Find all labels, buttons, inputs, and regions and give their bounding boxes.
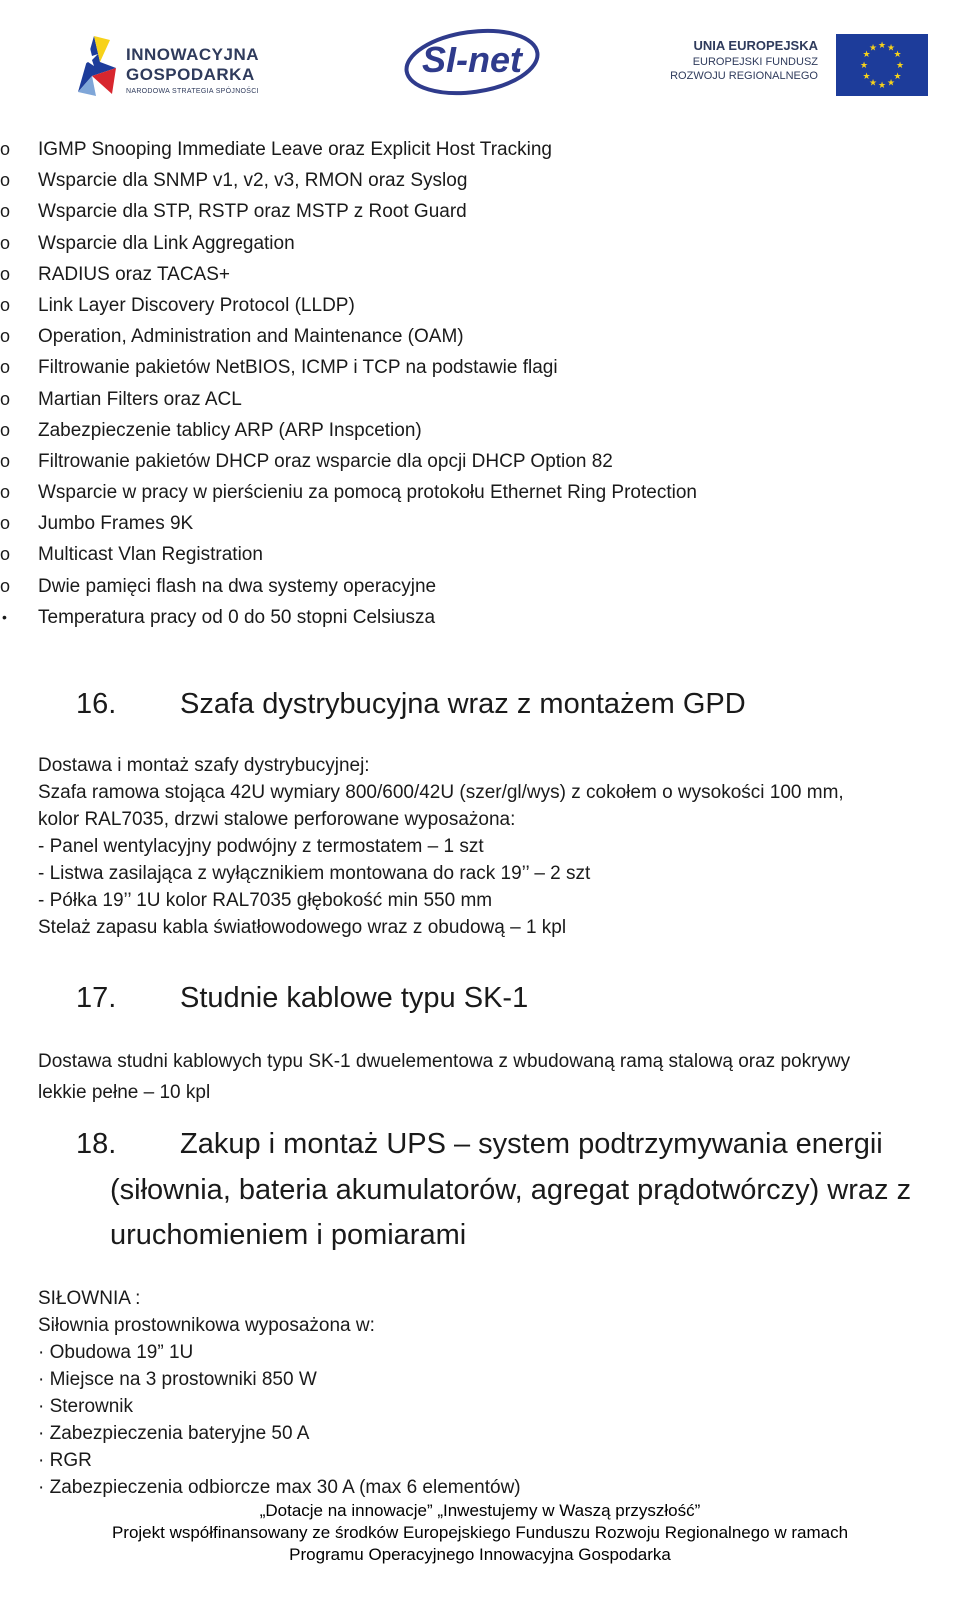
paragraph-line: lekkie pełne – 10 kpl — [38, 1082, 211, 1103]
section-title: Studnie kablowe typu SK-1 — [180, 982, 529, 1014]
sinet-logo-graphic — [400, 22, 550, 102]
footer-line: Programu Operacyjnego Innowacyjna Gospodarka — [289, 1545, 671, 1564]
svg-text:SI-net: SI-net — [422, 39, 523, 80]
paragraph-line: - Półka 19’’ 1U kolor RAL7035 głębokość min 550 mm — [38, 890, 493, 911]
svg-text:★: ★ — [877, 41, 887, 51]
ig-star-icon — [72, 32, 120, 98]
svg-text:★: ★ — [895, 61, 905, 71]
section-number: 16. — [76, 688, 117, 720]
section-title-line3: uruchomieniem i pomiarami — [110, 1219, 467, 1251]
section-16-body — [38, 752, 844, 941]
eu-logo-line3: ROZWOJU REGIONALNEGO — [670, 70, 818, 82]
header-logos — [0, 18, 960, 108]
innowacyjna-gospodarka-logo — [72, 26, 292, 106]
section-title-line2: (siłownia, bateria akumulatorów, agregat prądotwórczy) wraz z — [110, 1174, 912, 1206]
section-18-body — [38, 1285, 521, 1501]
svg-text:★: ★ — [893, 50, 902, 60]
svg-text:★: ★ — [886, 43, 896, 54]
section-number: 17. — [76, 982, 117, 1014]
paragraph-line: · Zabezpieczenia odbiorcze max 30 A (max 6 elementów) — [38, 1477, 521, 1498]
paragraph-line: · Sterownik — [38, 1396, 134, 1417]
sinet-logo — [400, 22, 550, 102]
paragraph-line: Dostawa i montaż szafy dystrybucyjnej: — [38, 755, 370, 776]
section-number: 18. — [76, 1128, 117, 1160]
svg-text:★: ★ — [893, 72, 902, 82]
eu-logo-line2: EUROPEJSKI FUNDUSZ — [692, 56, 818, 68]
paragraph-line: Stelaż zapasu kabla światłowodowego wraz z obudową – 1 kpl — [38, 917, 567, 938]
section-title: Szafa dystrybucyjna wraz z montażem GPD — [180, 688, 746, 720]
footer-line: „Dotacje na innowacje” „Inwestujemy w Waszą przyszłość” — [259, 1501, 701, 1520]
svg-text:★: ★ — [886, 78, 896, 89]
svg-text:★: ★ — [868, 78, 878, 89]
paragraph-line: · Obudowa 19” 1U — [38, 1342, 194, 1363]
svg-text:★: ★ — [859, 61, 869, 71]
page-footer — [0, 1500, 960, 1566]
section-title-line1: Zakup i montaż UPS – system podtrzymywania energii — [180, 1128, 883, 1160]
paragraph-line: - Panel wentylacyjny podwójny z termostatem – 1 szt — [38, 836, 484, 857]
svg-text:★: ★ — [862, 72, 871, 82]
svg-text:★: ★ — [877, 81, 887, 91]
ig-logo-line1: INNOWACYJNA — [126, 45, 260, 64]
ig-logo-line3: NARODOWA STRATEGIA SPÓJNOŚCI — [126, 88, 259, 95]
footer-line: Projekt współfinansowany ze środków Europejskiego Funduszu Rozwoju Regionalnego w ramach — [111, 1523, 849, 1542]
ig-logo-line2: GOSPODARKA — [126, 65, 255, 84]
paragraph-line: · Miejsce na 3 prostowniki 850 W — [38, 1369, 317, 1390]
paragraph-line: - Listwa zasilająca z wyłącznikiem montowana do rack 19’’ – 2 szt — [38, 863, 591, 884]
section-17-body — [38, 1046, 850, 1108]
paragraph-line: Dostawa studni kablowych typu SK-1 dwuelementowa z wbudowaną ramą stalową oraz pokrywy — [38, 1051, 851, 1072]
eu-logo — [668, 34, 928, 100]
svg-text:★: ★ — [862, 50, 871, 60]
document-page: INNOWACYJNA GOSPODARKA NARODOWA STRATEGIA SPÓJNOŚCI SI-net UNIA EUROPEJSKA EUROPEJSKI FUNDUSZ ROZWOJU REGIONALNEGO ★ ★ ★ ★ ★ ★ ★ ★ ★ ★ ★ ★ o IGMP Snooping Immediate Leave oraz Explicit Host Tracking o Wsparcie dla SNMP v1, v2, v3, RMON oraz Syslog o Wsparcie dla STP, RSTP oraz MSTP z Root Guard o Wsparcie dla Link Aggregation o RADIUS oraz TACAS+ o Link Layer Discovery Protocol (LLDP) o Operation, Administration and Maintenance (OAM) o Filtrowanie pakietów NetBIOS, ICMP i TCP na podstawie flagi o Martian Filters oraz ACL o Zabezpieczenie tablicy ARP (ARP Inspcetion) o Filtrowanie pakietów DHCP oraz wsparcie dla opcji DHCP Option 82 o Wsparcie w pracy w pierścieniu za pomocą protokołu Ethernet Ring Protection o Jumbo Frames 9K o Multicast Vlan Registration o Dwie pamięci flash na dwa systemy operacyjne • Temperatura pracy od 0 do 50 stopni Celsiusza 16. Szafa dystrybucyjna wraz z montażem GPD Dostawa i montaż szafy dystrybucyjnej: Szafa ramowa stojąca 42U wymiary 800/600/42U (szer/gl/wys) z cokołem o wysokości 100 mm, kolor RAL7035, drzwi stalowe perforowane wyposażona: - Panel wentylacyjny podwójny z termostatem – 1 szt - Listwa zasilająca z wyłącznikiem montowana do rack 19’’ – 2 szt - Półka 19’’ 1U kolor RAL7035 głębokość min 550 mm Stelaż zapasu kabla światłowodowego wraz z obudową – 1 kpl 17. Studnie kablowe typu SK-1 Dostawa studni kablowych typu SK-1 dwuelementowa z wbudowaną ramą stalową oraz pokrywy lekkie pełne – 10 kpl 18. Zakup i montaż UPS – system podtrzymywania energii (siłownia, bateria akumulatorów, agregat prądotwórczy) wraz z uruchomieniem i pomiarami SIŁOWNIA : Siłownia prostownikowa wyposażona w: · Obudowa 19” 1U · Miejsce na 3 prostowniki 850 W · Sterownik · Zabezpieczenia bateryjne 50 A · RGR · Zabezpieczenia odbiorcze max 30 A (max 6 elementów) „Dotacje na innowacje” „Inwestujemy w Waszą przyszłość” Projekt współfinansowany ze środków Europejskiego Funduszu Rozwoju Regionalnego w ramach Programu Operacyjnego Innowacyjna Gospodarka — [0, 0, 960, 1607]
paragraph-line: Siłownia prostownikowa wyposażona w: — [38, 1315, 375, 1336]
eu-logo-line1: UNIA EUROPEJSKA — [693, 38, 818, 53]
eu-flag-icon — [836, 34, 928, 96]
paragraph-line: kolor RAL7035, drzwi stalowe perforowane wyposażona: — [38, 809, 516, 830]
paragraph-line: · RGR — [38, 1450, 92, 1471]
paragraph-line: · Zabezpieczenia bateryjne 50 A — [38, 1423, 310, 1444]
svg-text:★: ★ — [868, 43, 878, 54]
paragraph-line: Szafa ramowa stojąca 42U wymiary 800/600/42U (szer/gl/wys) z cokołem o wysokości 100 mm, — [38, 782, 844, 803]
paragraph-line: SIŁOWNIA : — [38, 1288, 141, 1309]
